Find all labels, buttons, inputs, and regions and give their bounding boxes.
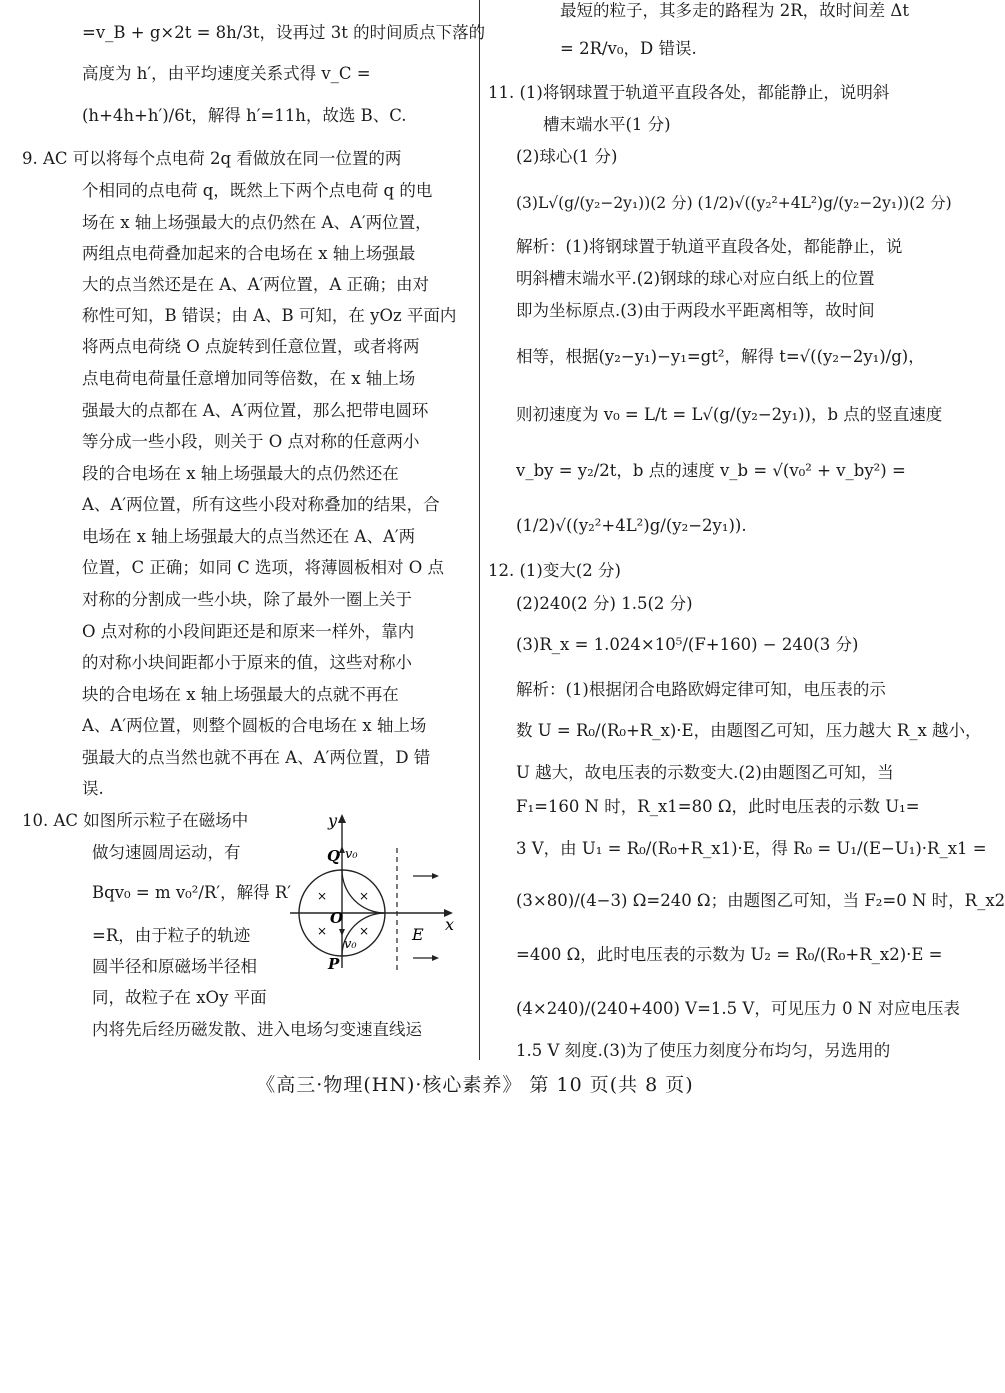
text-line: 内将先后经历磁发散、进入电场匀变速直线运 — [92, 1020, 422, 1039]
text-line: 场在 x 轴上场强最大的点仍然在 A、A′两位置， — [82, 213, 432, 232]
velocity-bottom-label: v₀ — [344, 937, 357, 952]
text-line: (3)L√(g/(y₂−2y₁))(2 分) (1/2)√((y₂²+4L²)g/(y₂−2y₁))(2 分) — [516, 194, 952, 212]
text-line: 解析：(1)根据闭合电路欧姆定律可知，电压表的示 — [516, 680, 886, 699]
text-line: 点电荷电荷量任意增加同等倍数，在 x 轴上场 — [82, 369, 416, 388]
text-line: A、A′两位置，则整个圆板的合电场在 x 轴上场 — [82, 716, 427, 735]
cross-icon: × — [317, 924, 328, 938]
text-line: 强最大的点都在 A、A′两位置，那么把带电圆环 — [82, 401, 429, 420]
text-line: 高度为 h′，由平均速度关系式得 v_C = — [82, 64, 371, 83]
text-line: 对称的分割成一些小块，除了最外一圈上关于 — [82, 590, 412, 609]
text-line: (h+4h+h′)/6t，解得 h′=11h，故选 B、C. — [82, 106, 407, 125]
text-line: 槽末端水平(1 分) — [543, 115, 671, 134]
column-divider — [479, 0, 480, 1060]
cross-icon: × — [317, 889, 328, 903]
text-line: 称性可知，B 错误；由 A、B 可知，在 yOz 平面内 — [82, 306, 457, 325]
text-line: 明斜槽末端水平.(2)钢球的球心对应白纸上的位置 — [516, 269, 875, 288]
text-line: 电场在 x 轴上场强最大的点当然还在 A、A′两 — [82, 527, 416, 546]
text-line: O 点对称的小段间距还是和原来一样外，靠内 — [82, 622, 415, 641]
text-line: (4×240)/(240+400) V=1.5 V，可见压力 0 N 对应电压表 — [516, 999, 960, 1018]
y-axis-label: y — [328, 811, 338, 830]
text-line: (3)R_x = 1.024×10⁵/(F+160) − 240(3 分) — [516, 635, 859, 654]
magnetic-field-figure — [285, 808, 465, 983]
text-line: 段的合电场在 x 轴上场强最大的点仍然还在 — [82, 464, 399, 483]
text-line: A、A′两位置，所有这些小段对称叠加的结果，合 — [82, 495, 440, 514]
text-line: U 越大，故电压表的示数变大.(2)由题图乙可知，当 — [516, 763, 894, 782]
text-line: 位置，C 正确；如同 C 选项，将薄圆板相对 O 点 — [82, 558, 445, 577]
text-line: 个相同的点电荷 q，既然上下两个点电荷 q 的电 — [82, 181, 433, 200]
text-line: (1/2)√((y₂²+4L²)g/(y₂−2y₁)). — [516, 516, 747, 535]
text-line: 数 U = R₀/(R₀+R_x)·E，由题图乙可知，压力越大 R_x 越小， — [516, 721, 982, 740]
text-line: =R，由于粒子的轨迹 — [92, 926, 251, 945]
text-line: 解析：(1)将钢球置于轨道平直段各处，都能静止，说 — [516, 237, 903, 256]
text-line: v_by = y₂/2t，b 点的速度 v_b = √(v₀² + v_by²) = — [516, 461, 906, 480]
text-line: 即为坐标原点.(3)由于两段水平距离相等，故时间 — [516, 301, 875, 320]
text-line: 误. — [82, 779, 104, 798]
text-line: (2)240(2 分) 1.5(2 分) — [516, 594, 693, 613]
e-field-label: E — [412, 925, 424, 944]
text-line: 块的合电场在 x 轴上场强最大的点就不再在 — [82, 685, 399, 704]
point-p-label: P — [328, 955, 340, 973]
text-line: 1.5 V 刻度.(3)为了使压力刻度分布均匀，另选用的 — [516, 1041, 891, 1060]
text-line: 3 V，由 U₁ = R₀/(R₀+R_x1)·E，得 R₀ = U₁/(E−U₁)·R_x1 = — [516, 839, 987, 858]
text-line: Bqv₀ = m v₀²/R′，解得 R′ — [92, 883, 292, 902]
text-line: F₁=160 N 时，R_x1=80 Ω，此时电压表的示数 U₁= — [516, 797, 920, 816]
text-line: 相等，根据(y₂−y₁)−y₁=gt²，解得 t=√((y₂−2y₁)/g)， — [516, 347, 925, 366]
velocity-top-label: v₀ — [345, 847, 358, 862]
text-line: 将两点电荷绕 O 点旋转到任意位置，或者将两 — [82, 337, 420, 356]
text-line: 最短的粒子，其多走的路程为 2R，故时间差 Δt — [560, 1, 909, 20]
text-line: =v_B + g×2t = 8h/3t，设再过 3t 的时间质点下落的 — [82, 23, 486, 42]
text-line: =400 Ω，此时电压表的示数为 U₂ = R₀/(R₀+R_x2)·E = — [516, 945, 943, 964]
text-line: 则初速度为 v₀ = L/t = L√(g/(y₂−2y₁))，b 点的竖直速度 — [516, 405, 943, 424]
text-line: 的对称小块间距都小于原来的值，这些对称小 — [82, 653, 412, 672]
text-line: (3×80)/(4−3) Ω=240 Ω；由题图乙可知，当 F₂=0 N 时，R_x2 — [516, 891, 1005, 910]
cross-icon: × — [359, 924, 370, 938]
text-line: 同，故粒子在 xOy 平面 — [92, 988, 267, 1007]
page-footer: 《高三·物理(HN)·核心素养》 第 10 页(共 8 页) — [256, 1074, 694, 1096]
text-line: 12. (1)变大(2 分) — [488, 561, 621, 580]
text-line: 等分成一些小段，则关于 O 点对称的任意两小 — [82, 432, 420, 451]
text-line: (2)球心(1 分) — [516, 147, 618, 166]
text-line: = 2R/v₀，D 错误. — [560, 39, 697, 58]
text-line: 圆半径和原磁场半径相 — [92, 957, 257, 976]
x-axis-label: x — [445, 915, 455, 934]
cross-icon: × — [359, 889, 370, 903]
text-line: 强最大的点当然也就不再在 A、A′两位置，D 错 — [82, 748, 431, 767]
text-line: 11. (1)将钢球置于轨道平直段各处，都能静止，说明斜 — [488, 83, 890, 102]
text-line: 做匀速圆周运动，有 — [92, 843, 241, 862]
point-q-label: Q — [327, 847, 341, 865]
text-line: 大的点当然还是在 A、A′两位置，A 正确；由对 — [82, 275, 429, 294]
origin-label: O — [330, 909, 344, 927]
text-line: 9. AC 可以将每个点电荷 2q 看做放在同一位置的两 — [22, 149, 402, 168]
text-line: 10. AC 如图所示粒子在磁场中 — [22, 811, 249, 830]
y-axis-arrow-icon — [338, 814, 346, 823]
text-line: 两组点电荷叠加起来的合电场在 x 轴上场强最 — [82, 244, 416, 263]
